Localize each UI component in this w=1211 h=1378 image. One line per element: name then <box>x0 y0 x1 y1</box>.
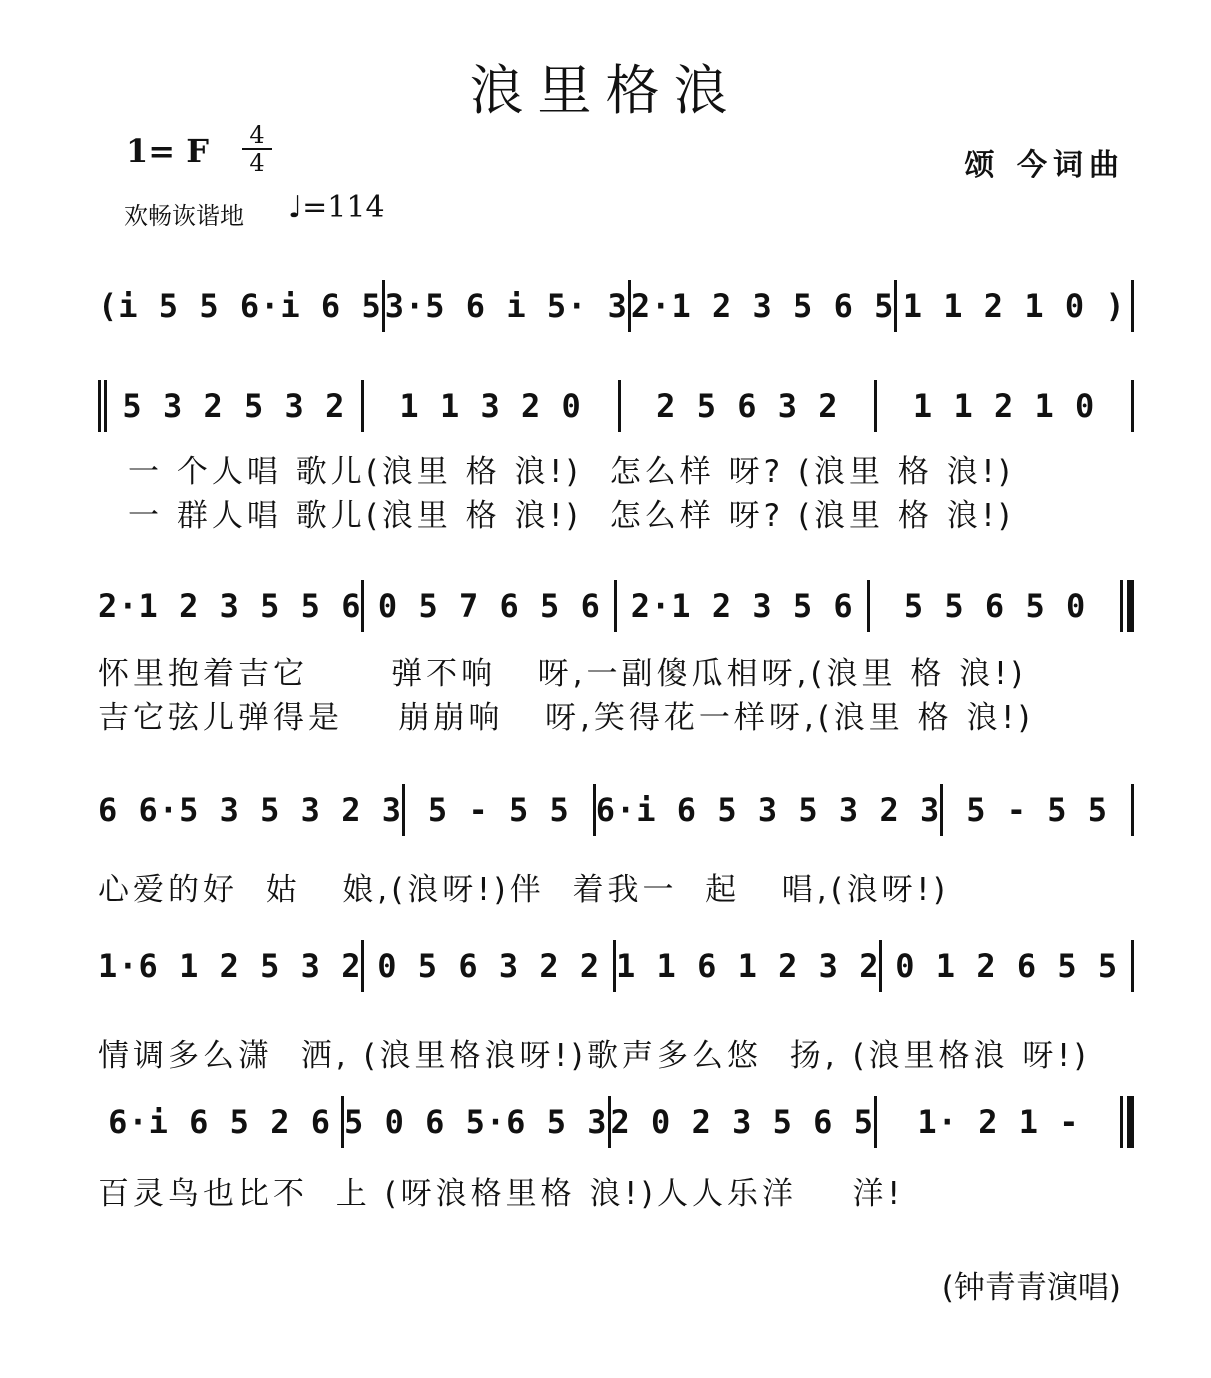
measure: 2·1 2 3 5 6 <box>630 587 854 625</box>
notes-row <box>98 284 1134 328</box>
measure: 0 1 2 6 5 5 <box>895 947 1119 985</box>
song-title: 浪里格浪 <box>469 59 742 122</box>
measure: 2 5 6 3 2 <box>656 387 839 425</box>
final-barline <box>1120 1096 1123 1148</box>
score-system-6 <box>98 1100 1134 1216</box>
measure: 1· 2 1 - <box>917 1103 1080 1141</box>
time-signature-bottom: 4 <box>249 149 265 177</box>
key-signature: 1= F <box>126 132 209 170</box>
tempo-marking <box>288 190 385 225</box>
notes-row <box>98 788 1134 832</box>
measure: 3·5 6 i 5· 3 <box>384 287 628 325</box>
lyric-line: 情调多么潇 洒, (浪里格浪呀!)歌声多么悠 扬, (浪里格浪 呀!) <box>98 1038 1090 1074</box>
lyric-line: 心爱的好 姑 娘,(浪呀!)伴 着我一 起 唱,(浪呀!) <box>98 872 950 908</box>
expression-marking: 欢畅诙谐地 <box>124 202 244 230</box>
notes-row <box>98 1100 1134 1144</box>
notes-row <box>98 584 1134 628</box>
repeat-start-barline <box>98 380 101 432</box>
measure: 1 1 2 1 0 ) <box>902 287 1126 325</box>
score-system-3 <box>98 584 1134 740</box>
quarter-note-icon: ♩ <box>288 190 303 225</box>
score-system-5 <box>98 944 1134 1078</box>
score-system-2 <box>98 384 1134 538</box>
measure: 2·1 2 3 5 6 5 <box>630 287 895 325</box>
measure: (i 5 5 6·i 6 5 <box>98 287 382 325</box>
measure: 5 - 5 5 <box>427 791 570 829</box>
notes-row <box>98 944 1134 988</box>
author-credit: 颂 今词曲 <box>964 148 1125 183</box>
measure: 0 5 6 3 2 2 <box>377 947 601 985</box>
time-signature-top: 4 <box>249 121 265 149</box>
lyric-line: 吉它弦儿弹得是 崩崩响 呀,笑得花一样呀,(浪里 格 浪!) <box>98 700 1035 736</box>
score-system-1 <box>98 284 1134 328</box>
barline <box>1131 940 1134 992</box>
repeat-end-barline <box>1120 580 1123 632</box>
lyric-line: 怀里抱着吉它 弹不响 呀,一副傻瓜相呀,(浪里 格 浪!) <box>98 656 1027 692</box>
measure: 2 0 2 3 5 6 5 <box>610 1103 874 1141</box>
measure: 1·6 1 2 5 3 2 <box>98 947 362 985</box>
time-signature <box>240 122 274 176</box>
barline <box>1131 380 1134 432</box>
measure: 5 5 6 5 0 <box>903 587 1087 625</box>
measure: 5 - 5 5 <box>966 791 1109 829</box>
measure: 2·1 2 3 5 5 6 <box>98 587 362 625</box>
measure: 1 1 3 2 0 <box>399 387 582 425</box>
notes-row <box>98 384 1134 428</box>
barline <box>1131 280 1134 332</box>
measure: 5 0 6 5·6 5 3 <box>344 1103 608 1141</box>
performer-credit: (钟青青演唱) <box>941 1270 1121 1306</box>
barline <box>1131 784 1134 836</box>
measure: 0 5 7 6 5 6 <box>377 587 601 625</box>
lyric-line: 一 个人唱 歌儿(浪里 格 浪!) 怎么样 呀? (浪里 格 浪!) <box>128 454 1015 490</box>
measure: 5 3 2 5 3 2 <box>122 387 346 425</box>
measure: 6 6·5 3 5 3 2 3 <box>98 791 402 829</box>
measure: 1 1 6 1 2 3 2 <box>616 947 880 985</box>
score-system-4 <box>98 788 1134 912</box>
tempo-value: =114 <box>302 190 385 225</box>
lyric-line: 百灵鸟也比不 上 (呀浪格里格 浪!)人人乐洋 洋! <box>98 1176 904 1212</box>
lyric-line: 一 群人唱 歌儿(浪里 格 浪!) 怎么样 呀? (浪里 格 浪!) <box>128 498 1015 534</box>
measure: 6·i 6 5 2 6 <box>108 1103 331 1141</box>
measure: 1 1 2 1 0 <box>912 387 1096 425</box>
measure: 6·i 6 5 3 5 3 2 3 <box>595 791 941 829</box>
